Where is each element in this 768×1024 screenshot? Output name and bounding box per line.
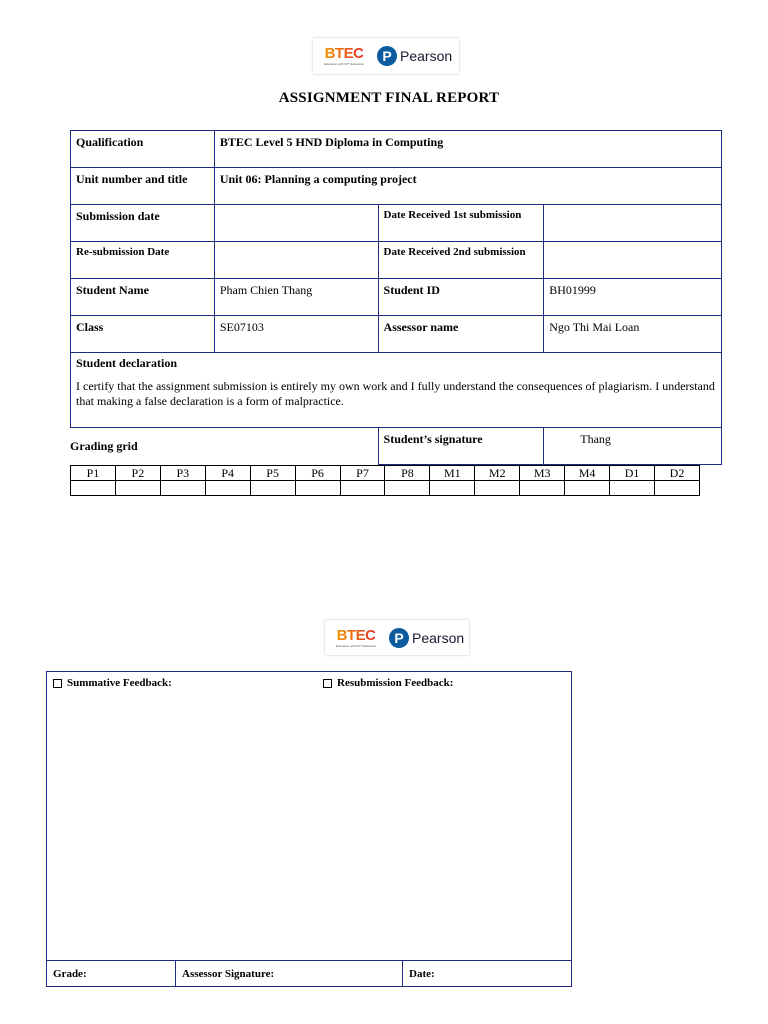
resubmission-date-value[interactable]	[214, 242, 378, 279]
grade-label: Grade:	[53, 967, 87, 980]
resubmission-date-label: Re-submission Date	[71, 242, 215, 279]
declaration-cell	[71, 353, 722, 428]
declaration-heading: Student declaration	[76, 356, 178, 370]
grade-cell-m3[interactable]	[520, 481, 565, 496]
grade-cell-d2[interactable]	[654, 481, 699, 496]
grade-criterion-p6: P6	[295, 466, 340, 481]
date-received-1-label: Date Received 1st submission	[378, 205, 544, 242]
btec-logo-tagline: Education with FPT Education	[323, 62, 365, 66]
grade-cell-p2[interactable]	[115, 481, 160, 496]
assessor-signature-label: Assessor Signature:	[182, 967, 275, 980]
grade-criterion-m3: M3	[520, 466, 565, 481]
date-field[interactable]	[403, 961, 571, 986]
student-name-label: Student Name	[71, 279, 215, 316]
grade-cell-m4[interactable]	[565, 481, 610, 496]
row-declaration	[71, 353, 722, 428]
btec-logo-text: BTEC	[336, 626, 376, 644]
date-received-2-label: Date Received 2nd submission	[378, 242, 544, 279]
grade-criterion-p3: P3	[160, 466, 205, 481]
assessor-signature-field[interactable]	[176, 961, 403, 986]
assessor-label: Assessor name	[378, 316, 544, 353]
date-received-2-value[interactable]	[544, 242, 722, 279]
grade-criterion-p1: P1	[71, 466, 116, 481]
grade-cell-p4[interactable]	[205, 481, 250, 496]
declaration-text: I certify that the assignment submission is entirely my own work and I fully understand the consequences of plagiarism. I understand that making a false declaration is a form of malpractice.	[76, 379, 715, 408]
pearson-logo-text: Pearson	[400, 48, 453, 64]
grade-cell-p7[interactable]	[340, 481, 385, 496]
feedback-footer	[47, 960, 571, 986]
row-unit	[71, 168, 722, 205]
grade-cell-p1[interactable]	[71, 481, 116, 496]
grade-cell-p6[interactable]	[295, 481, 340, 496]
grade-cell-m1[interactable]	[430, 481, 475, 496]
summative-feedback-label: Summative Feedback:	[67, 677, 172, 689]
btec-logo-text: BTEC	[324, 45, 364, 62]
grade-criterion-p4: P4	[205, 466, 250, 481]
grade-cell-p8[interactable]	[385, 481, 430, 496]
grade-criterion-m4: M4	[565, 466, 610, 481]
grade-criterion-d1: D1	[610, 466, 655, 481]
grade-criterion-p2: P2	[115, 466, 160, 481]
resubmission-feedback-option[interactable]	[323, 677, 453, 689]
grading-grid-value-row	[71, 481, 700, 496]
unit-label: Unit number and title	[71, 168, 215, 205]
row-signature	[71, 428, 722, 465]
pearson-logo	[377, 46, 452, 66]
logo-banner-bottom	[325, 620, 469, 655]
pearson-logo-icon: P	[389, 628, 409, 648]
class-label: Class	[71, 316, 215, 353]
assignment-info-table	[70, 130, 722, 465]
grade-criterion-d2: D2	[654, 466, 699, 481]
date-label: Date:	[409, 967, 435, 980]
page-title: ASSIGNMENT FINAL REPORT	[278, 90, 500, 106]
grade-cell-p3[interactable]	[160, 481, 205, 496]
pearson-logo	[389, 628, 464, 648]
grading-grid-label: Grading grid	[70, 439, 138, 453]
checkbox-icon[interactable]	[53, 679, 62, 688]
student-name-value: Pham Chien Thang	[214, 279, 378, 316]
row-student	[71, 279, 722, 316]
logo-banner-top	[313, 38, 459, 74]
row-submission-date	[71, 205, 722, 242]
grade-criterion-p8: P8	[385, 466, 430, 481]
qualification-value: BTEC Level 5 HND Diploma in Computing	[214, 131, 721, 168]
pearson-logo-icon: P	[377, 46, 397, 66]
grade-field[interactable]	[47, 961, 176, 986]
submission-date-label: Submission date	[71, 205, 215, 242]
date-received-1-value[interactable]	[544, 205, 722, 242]
row-resubmission-date	[71, 242, 722, 279]
btec-logo-tagline: Education with FPT Education	[335, 643, 377, 648]
grade-cell-m2[interactable]	[475, 481, 520, 496]
feedback-box	[46, 671, 572, 987]
grade-criterion-p7: P7	[340, 466, 385, 481]
student-id-label: Student ID	[378, 279, 544, 316]
student-id-value: BH01999	[544, 279, 722, 316]
pearson-logo-text: Pearson	[412, 629, 465, 646]
grading-grid-header-row	[71, 466, 700, 481]
btec-logo	[329, 628, 383, 648]
row-class	[71, 316, 722, 353]
submission-date-value[interactable]	[214, 205, 378, 242]
grade-cell-p5[interactable]	[250, 481, 295, 496]
checkbox-icon[interactable]	[323, 679, 332, 688]
unit-value: Unit 06: Planning a computing project	[214, 168, 721, 205]
grade-criterion-p5: P5	[250, 466, 295, 481]
qualification-label: Qualification	[71, 131, 215, 168]
btec-logo	[317, 46, 371, 66]
row-qualification	[71, 131, 722, 168]
signature-label: Student’s signature	[378, 428, 544, 465]
summative-feedback-option[interactable]	[53, 677, 172, 689]
assessor-value: Ngo Thi Mai Loan	[544, 316, 722, 353]
resubmission-feedback-label: Resubmission Feedback:	[337, 677, 454, 689]
signature-value: Thang	[544, 428, 722, 465]
grade-criterion-m1: M1	[430, 466, 475, 481]
grade-criterion-m2: M2	[475, 466, 520, 481]
grading-grid	[70, 465, 700, 496]
grade-cell-d1[interactable]	[610, 481, 655, 496]
class-value: SE07103	[214, 316, 378, 353]
